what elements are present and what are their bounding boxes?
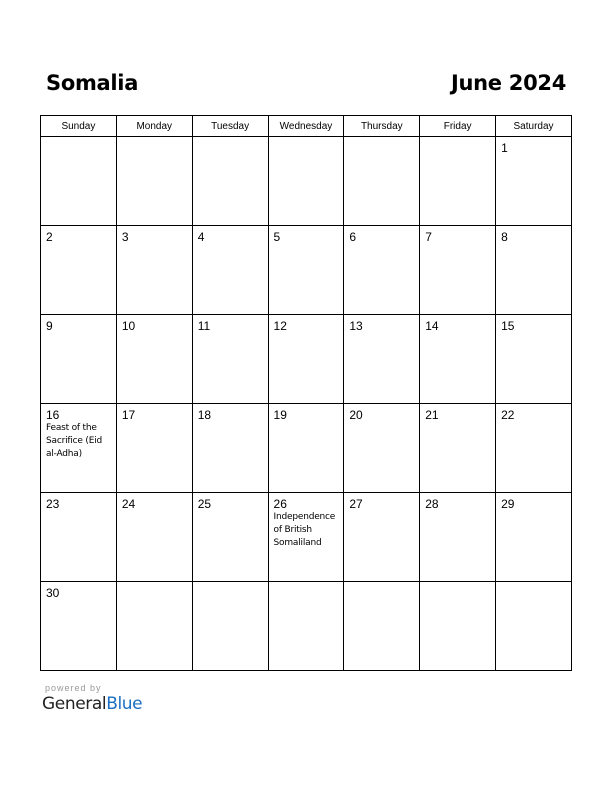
day-cell: [116, 137, 192, 226]
day-cell: [268, 582, 344, 671]
day-number: 25: [197, 497, 212, 511]
day-cell: [268, 137, 344, 226]
day-cell: [496, 404, 572, 493]
day-cell: [41, 493, 117, 582]
day-cell: [344, 137, 420, 226]
day-number: 21: [425, 408, 439, 422]
month-year-title: June 2024: [450, 71, 566, 95]
day-number: [193, 582, 268, 586]
day-number: 2: [46, 230, 53, 244]
day-cell: [496, 226, 572, 315]
day-number: 16: [46, 408, 60, 422]
day-cell: [344, 582, 420, 671]
calendar-grid: [40, 115, 572, 671]
day-cell: [496, 315, 572, 404]
day-number: 26: [273, 497, 287, 511]
day-number: 7: [425, 230, 432, 244]
day-cell: [41, 404, 117, 493]
day-number: 29: [501, 497, 515, 511]
weekday-header-row: [41, 116, 572, 137]
day-cell: [41, 315, 117, 404]
day-number: 1: [501, 141, 508, 155]
day-cell: [268, 226, 344, 315]
day-number: [420, 137, 495, 141]
day-cell: [268, 404, 344, 493]
weekday-sunday: Sunday: [41, 116, 117, 137]
calendar-body: [41, 137, 572, 671]
calendar-week-row: [41, 226, 572, 315]
day-number: 10: [121, 319, 136, 333]
day-number: 8: [501, 230, 508, 244]
day-cell: [192, 315, 268, 404]
day-cell: [344, 226, 420, 315]
day-number: 3: [121, 230, 129, 244]
day-cell: [420, 315, 496, 404]
day-cell: [192, 582, 268, 671]
day-cell: [344, 404, 420, 493]
day-number: 4: [197, 230, 205, 244]
day-cell: [41, 137, 117, 226]
day-cell: [192, 404, 268, 493]
calendar-week-row: [41, 137, 572, 226]
logo-text-general: General: [42, 694, 107, 714]
calendar-week-row: [41, 582, 572, 671]
day-number: 12: [273, 319, 287, 333]
day-cell: [192, 493, 268, 582]
day-cell: [116, 493, 192, 582]
day-number: [117, 137, 192, 141]
weekday-tuesday: Tuesday: [192, 116, 268, 137]
day-number: [344, 137, 419, 141]
day-number: [496, 582, 571, 586]
day-cell: [420, 493, 496, 582]
weekday-wednesday: Wednesday: [268, 116, 344, 137]
day-cell: [344, 315, 420, 404]
day-cell: [192, 137, 268, 226]
day-cell: [116, 315, 192, 404]
day-number: 20: [349, 408, 363, 422]
day-number: 19: [273, 408, 287, 422]
day-number: 5: [273, 230, 281, 244]
day-cell: [420, 404, 496, 493]
day-number: 18: [197, 408, 212, 422]
day-cell: [496, 137, 572, 226]
holiday-event: Feast of the Sacrifice (Eid al-Adha): [46, 423, 103, 459]
day-number: 22: [501, 408, 515, 422]
day-cell: [116, 582, 192, 671]
day-cell: [420, 582, 496, 671]
calendar-week-row: [41, 404, 572, 493]
logo-text-blue: Blue: [106, 694, 143, 714]
day-number: 17: [121, 408, 136, 422]
day-cell: [41, 582, 117, 671]
day-cell: [496, 582, 572, 671]
day-number: 11: [197, 319, 211, 333]
day-number: 24: [121, 497, 136, 511]
day-number: [269, 137, 344, 141]
day-number: 13: [349, 319, 363, 333]
day-number: 30: [46, 586, 60, 600]
day-cell: [496, 493, 572, 582]
day-number: [117, 582, 192, 586]
day-cell: [268, 315, 344, 404]
day-number: [193, 137, 268, 141]
day-number: [269, 582, 344, 586]
day-number: [344, 582, 419, 586]
day-cell: [420, 226, 496, 315]
country-title: Somalia: [46, 71, 139, 95]
day-cell: [344, 493, 420, 582]
weekday-monday: Monday: [116, 116, 192, 137]
day-number: 28: [425, 497, 439, 511]
generalblue-logo[interactable]: [42, 694, 142, 714]
day-number: [420, 582, 495, 586]
day-cell: [41, 226, 117, 315]
day-number: 23: [46, 497, 60, 511]
day-number: 9: [46, 319, 53, 333]
day-number: 14: [425, 319, 439, 333]
calendar-week-row: [41, 493, 572, 582]
day-number: 27: [349, 497, 363, 511]
day-number: 6: [349, 230, 357, 244]
day-cell: [420, 137, 496, 226]
powered-by-label: powered by: [45, 683, 102, 693]
day-cell: [116, 404, 192, 493]
weekday-thursday: Thursday: [344, 116, 420, 137]
holiday-event: Independence of British Somaliland: [273, 512, 336, 548]
day-cell: [192, 226, 268, 315]
day-cell: [268, 493, 344, 582]
calendar-week-row: [41, 315, 572, 404]
day-number: 15: [501, 319, 515, 333]
day-cell: [116, 226, 192, 315]
day-number: [41, 137, 116, 141]
weekday-saturday: Saturday: [496, 116, 572, 137]
weekday-friday: Friday: [420, 116, 496, 137]
